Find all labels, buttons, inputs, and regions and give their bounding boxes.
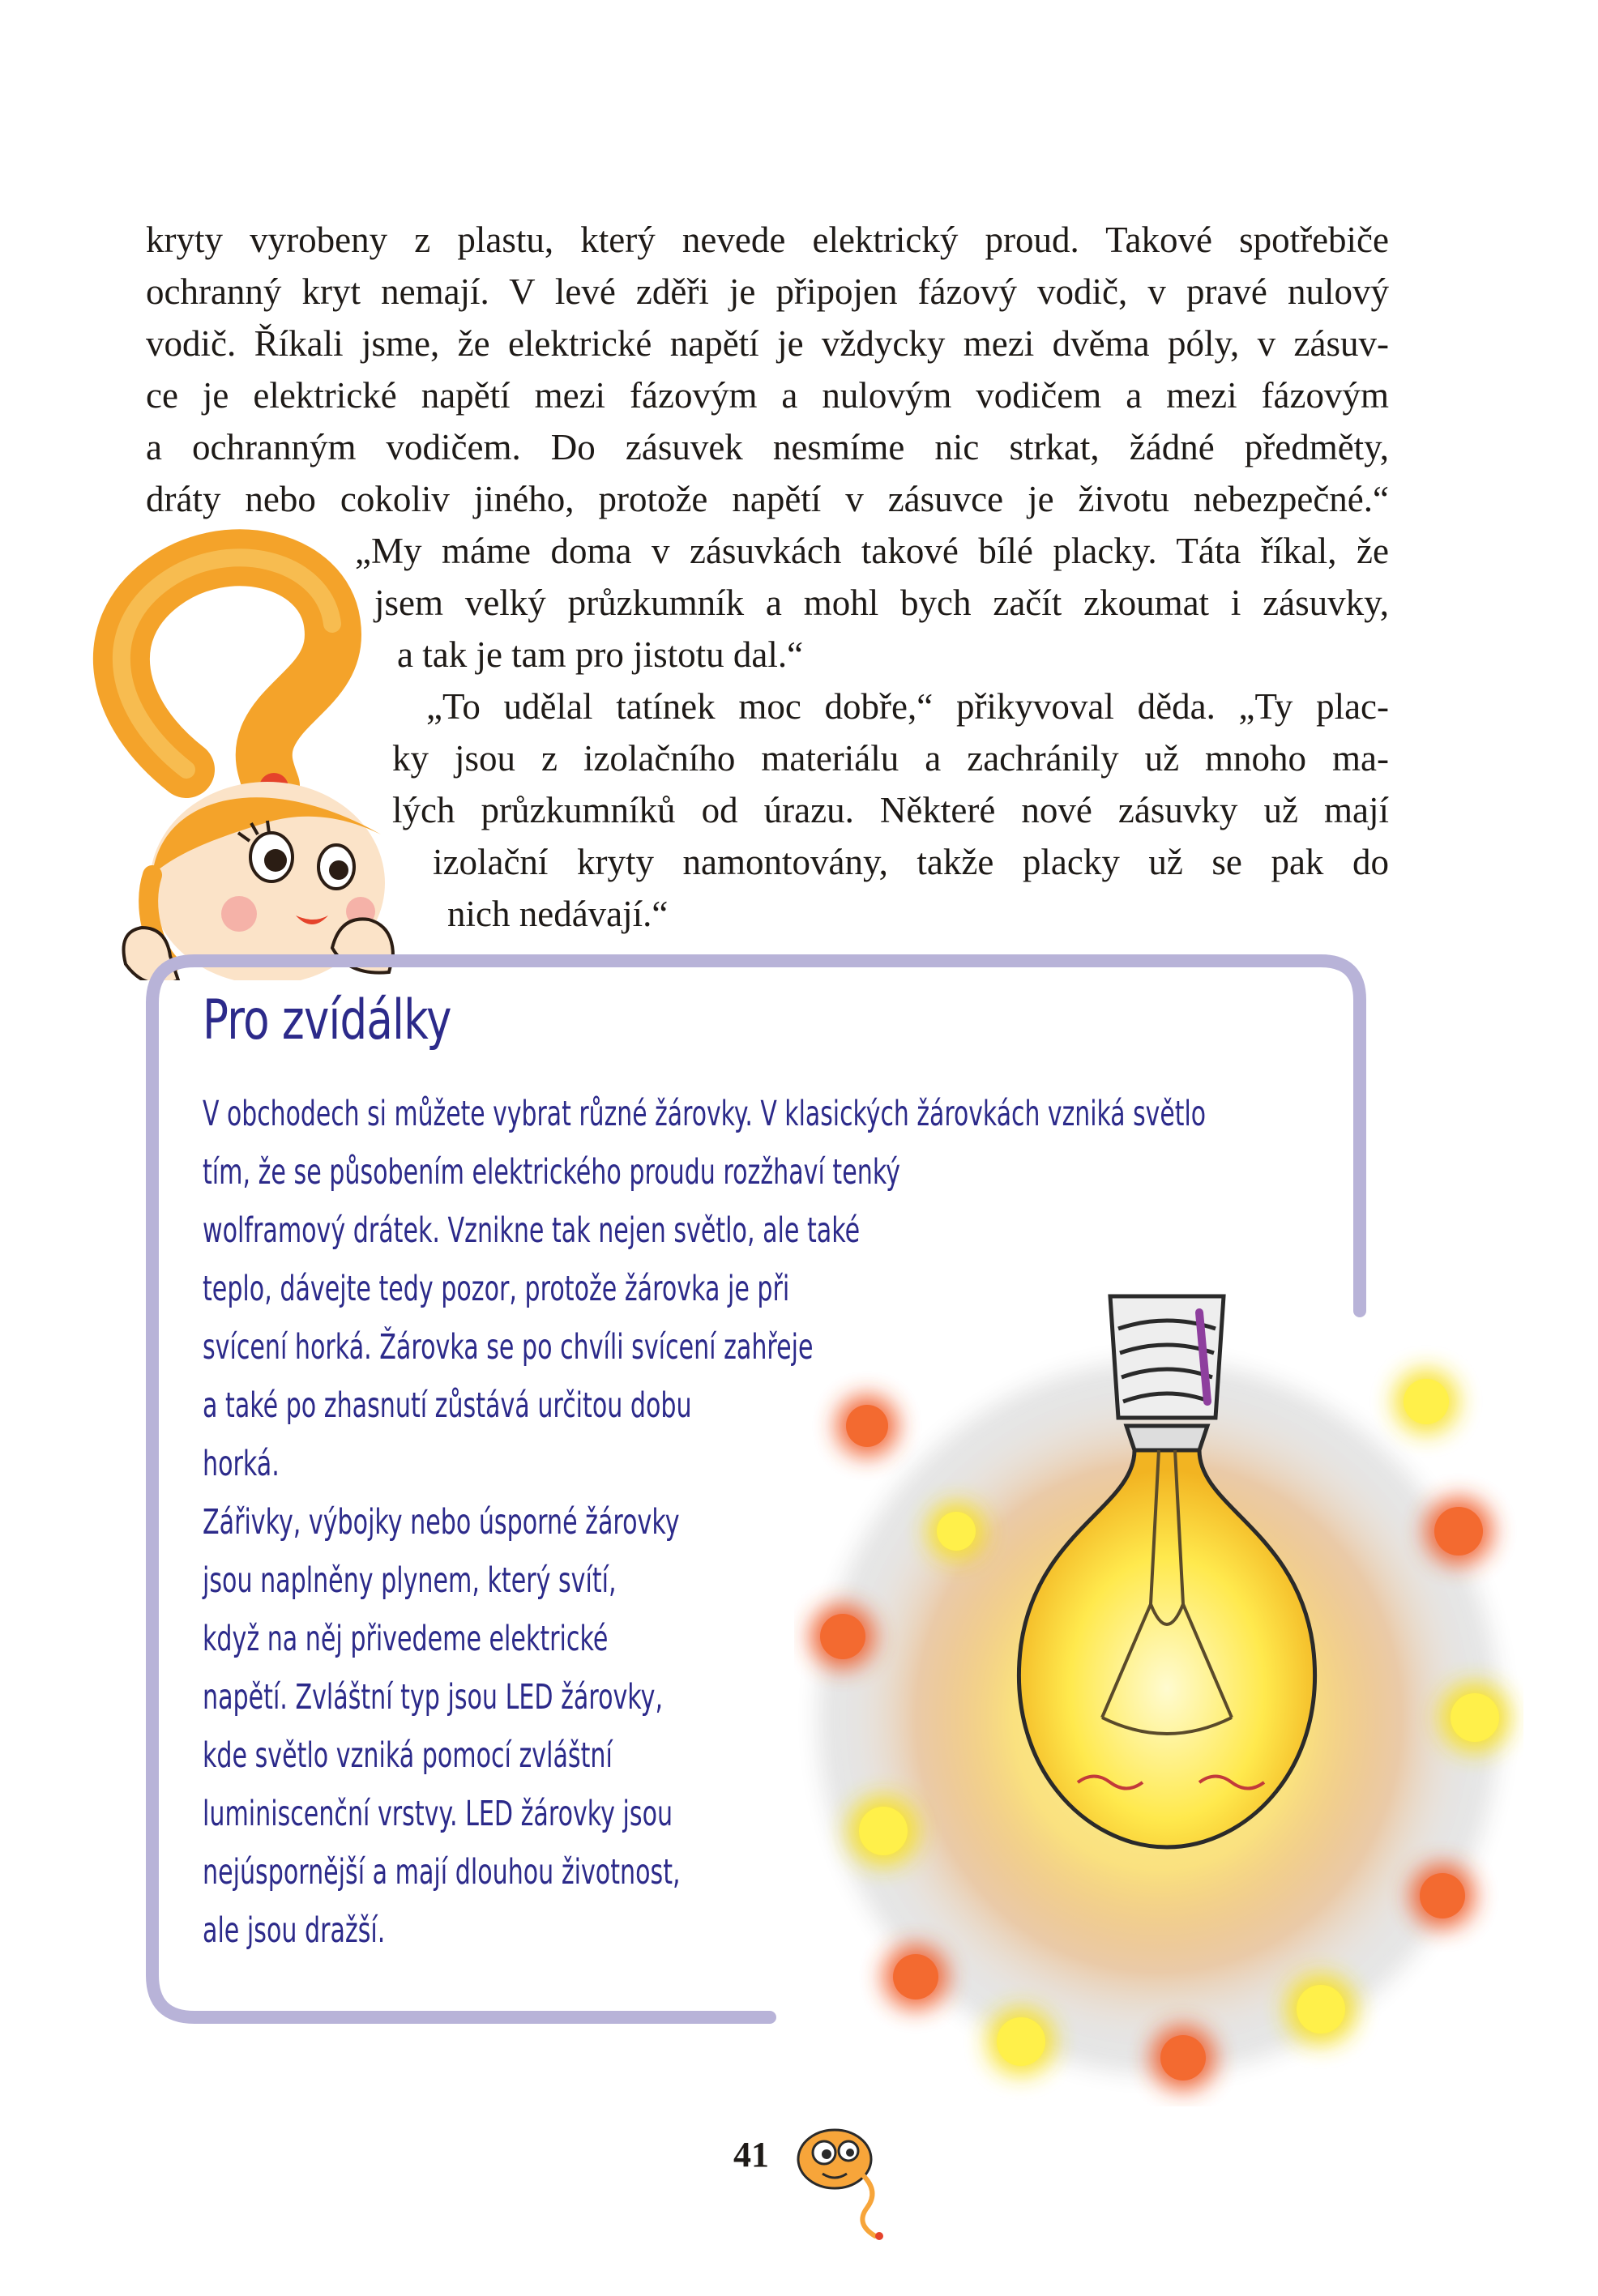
electron-mascot-icon — [790, 2119, 895, 2240]
box-line: když na něj přivedeme elektrické — [203, 1619, 609, 1659]
body-line: a tak je tam pro jistotu dal.“ — [397, 634, 804, 675]
body-line: ky jsou z izolačního materiálu a zachránily už mnoho ma- — [392, 738, 1389, 779]
body-line: „My máme doma v zásuvkách takové bílé placky. Táta říkal, že — [355, 531, 1389, 571]
box-line: a také po zhasnutí zůstává určitou dobu — [203, 1385, 692, 1426]
box-line: jsou naplněny plynem, který svítí, — [203, 1560, 617, 1601]
body-line: ochranný kryt nemají. V levé zděři je připojen fázový vodič, v pravé nulový — [146, 271, 1389, 312]
box-line: ale jsou dražší. — [203, 1910, 386, 1951]
glowing-light-bulb-icon — [794, 1264, 1523, 2106]
body-line: ce je elektrické napětí mezi fázovým a nulovým vodičem a mezi fázovým — [146, 375, 1389, 416]
box-line: luminiscenční vrstvy. LED žárovky jsou — [203, 1794, 673, 1834]
body-line: dráty nebo cokoliv jiného, protože napětí v zásuvce je životu nebezpečné.“ — [146, 479, 1389, 519]
body-line: kryty vyrobeny z plastu, který nevede elektrický proud. Takové spotřebiče — [146, 220, 1389, 260]
box-line: nejúspornější a mají dlouhou životnost, — [203, 1852, 681, 1893]
box-line: Zářivky, výbojky nebo úsporné žárovky — [203, 1502, 680, 1543]
box-line: horká. — [203, 1444, 280, 1484]
body-line: a ochranným vodičem. Do zásuvek nesmíme nic strkat, žádné předměty, — [146, 427, 1389, 467]
body-line: izolační kryty namontovány, takže placky už se pak do — [433, 842, 1389, 882]
body-line: nich nedávají.“ — [447, 894, 669, 934]
box-line: V obchodech si můžete vybrat různé žárovky. V klasických žárovkách vzniká světlo — [203, 1094, 1207, 1134]
box-line: napětí. Zvláštní typ jsou LED žárovky, — [203, 1677, 664, 1718]
box-line: svícení horká. Žárovka se po chvíli svícení zahřeje — [203, 1327, 814, 1368]
page-number: 41 — [733, 2135, 769, 2174]
box-line: kde světlo vzniká pomocí zvláštní — [203, 1735, 613, 1776]
body-line: jsem velký průzkumník a mohl bych začít zkoumat i zásuvky, — [374, 583, 1389, 623]
box-title: Pro zvídálky — [203, 988, 451, 1052]
body-line: vodič. Říkali jsme, že elektrické napětí je vždycky mezi dvěma póly, v zásuv- — [146, 323, 1389, 364]
box-line: wolframový drátek. Vznikne tak nejen světlo, ale také — [203, 1210, 861, 1251]
body-line: lých průzkumníků od úrazu. Některé nové zásuvky už mají — [392, 790, 1389, 830]
girl-with-question-mark-ponytail-icon — [65, 527, 405, 980]
body-line: „To udělal tatínek moc dobře,“ přikyvoval děda. „Ty plac- — [426, 686, 1389, 727]
box-line: tím, že se působením elektrického proudu rozžhaví tenký — [203, 1152, 900, 1193]
box-line: teplo, dávejte tedy pozor, protože žárovka je při — [203, 1269, 790, 1309]
